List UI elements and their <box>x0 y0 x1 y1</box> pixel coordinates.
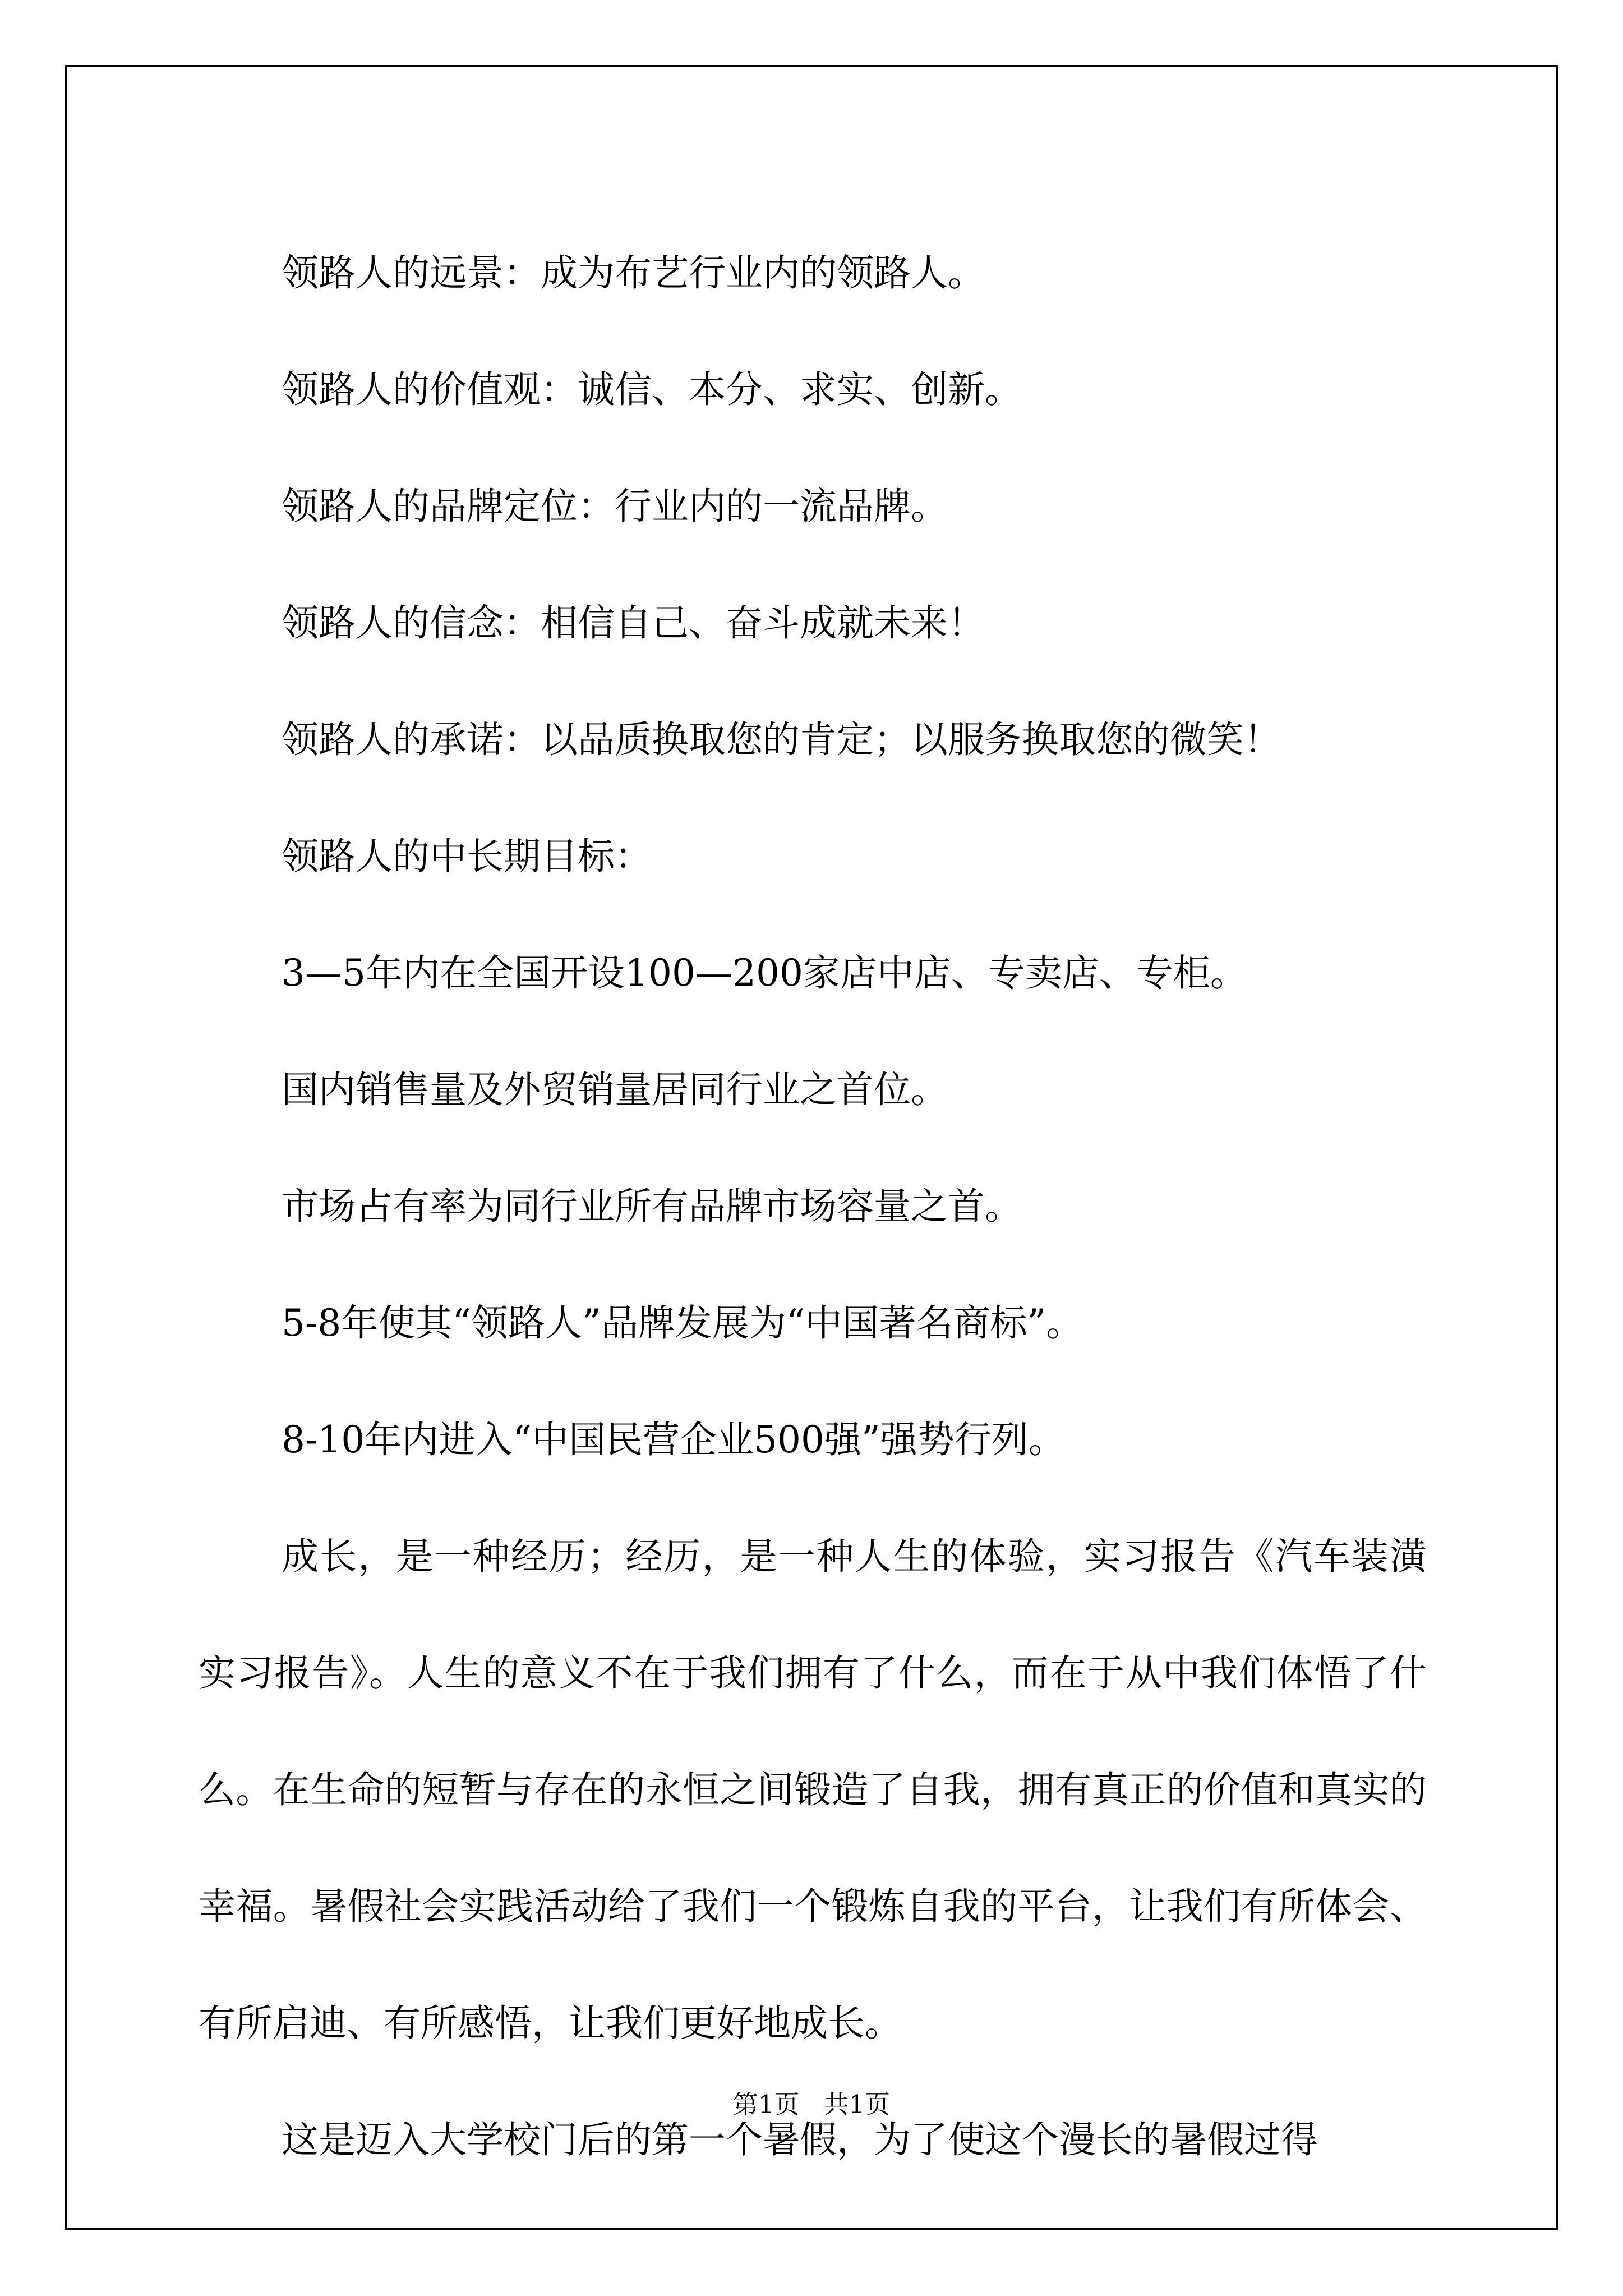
paragraph-summer: 这是迈入大学校门后的第一个暑假，为了使这个漫长的暑假过得 <box>282 2118 1318 2161</box>
paragraph-goal-stores: 3—5年内在全国开设100—200家店中店、专卖店、专柜。 <box>282 951 1247 995</box>
paragraph-vision: 领路人的远景：成为布艺行业内的领路人。 <box>282 251 985 295</box>
paragraph-growth: 成长，是一种经历；经历，是一种人生的体验，实习报告《汽车装潢实习报告》。人生的意义不在于我们拥有了什么，而在于从中我们体悟了什么。在生命的短暂与存在的永恒之间锻造了自我，拥有真正的价值和真实的幸福。暑假社会实践活动给了我们一个锻炼自我的平台，让我们有所体会、有所启迪、有所感悟，让我们更好地成长。 <box>199 1535 1427 2045</box>
paragraph-values: 领路人的价值观：诚信、本分、求实、创新。 <box>282 368 1022 411</box>
paragraph-goal-market-share: 市场占有率为同行业所有品牌市场容量之首。 <box>282 1185 1022 1228</box>
paragraph-goal-trademark: 5-8年使其“领路人”品牌发展为“中国著名商标”。 <box>282 1301 1083 1345</box>
paragraph-goal-sales: 国内销售量及外贸销量居同行业之首位。 <box>282 1068 948 1111</box>
paragraph-goals-heading: 领路人的中长期目标： <box>282 835 652 878</box>
paragraph-promise: 领路人的承诺：以品质换取您的肯定；以服务换取您的微笑！ <box>282 718 1281 761</box>
page-number: 第1页 <box>732 2090 800 2119</box>
paragraph-brand-positioning: 领路人的品牌定位：行业内的一流品牌。 <box>282 485 948 528</box>
paragraph-belief: 领路人的信念：相信自己、奋斗成就未来！ <box>282 601 985 645</box>
page-footer <box>0 2088 1623 2122</box>
page-total: 共1页 <box>823 2090 891 2119</box>
document-body <box>199 215 1427 2198</box>
paragraph-goal-top500: 8-10年内进入“中国民营企业500强”强势行列。 <box>282 1418 1066 1461</box>
